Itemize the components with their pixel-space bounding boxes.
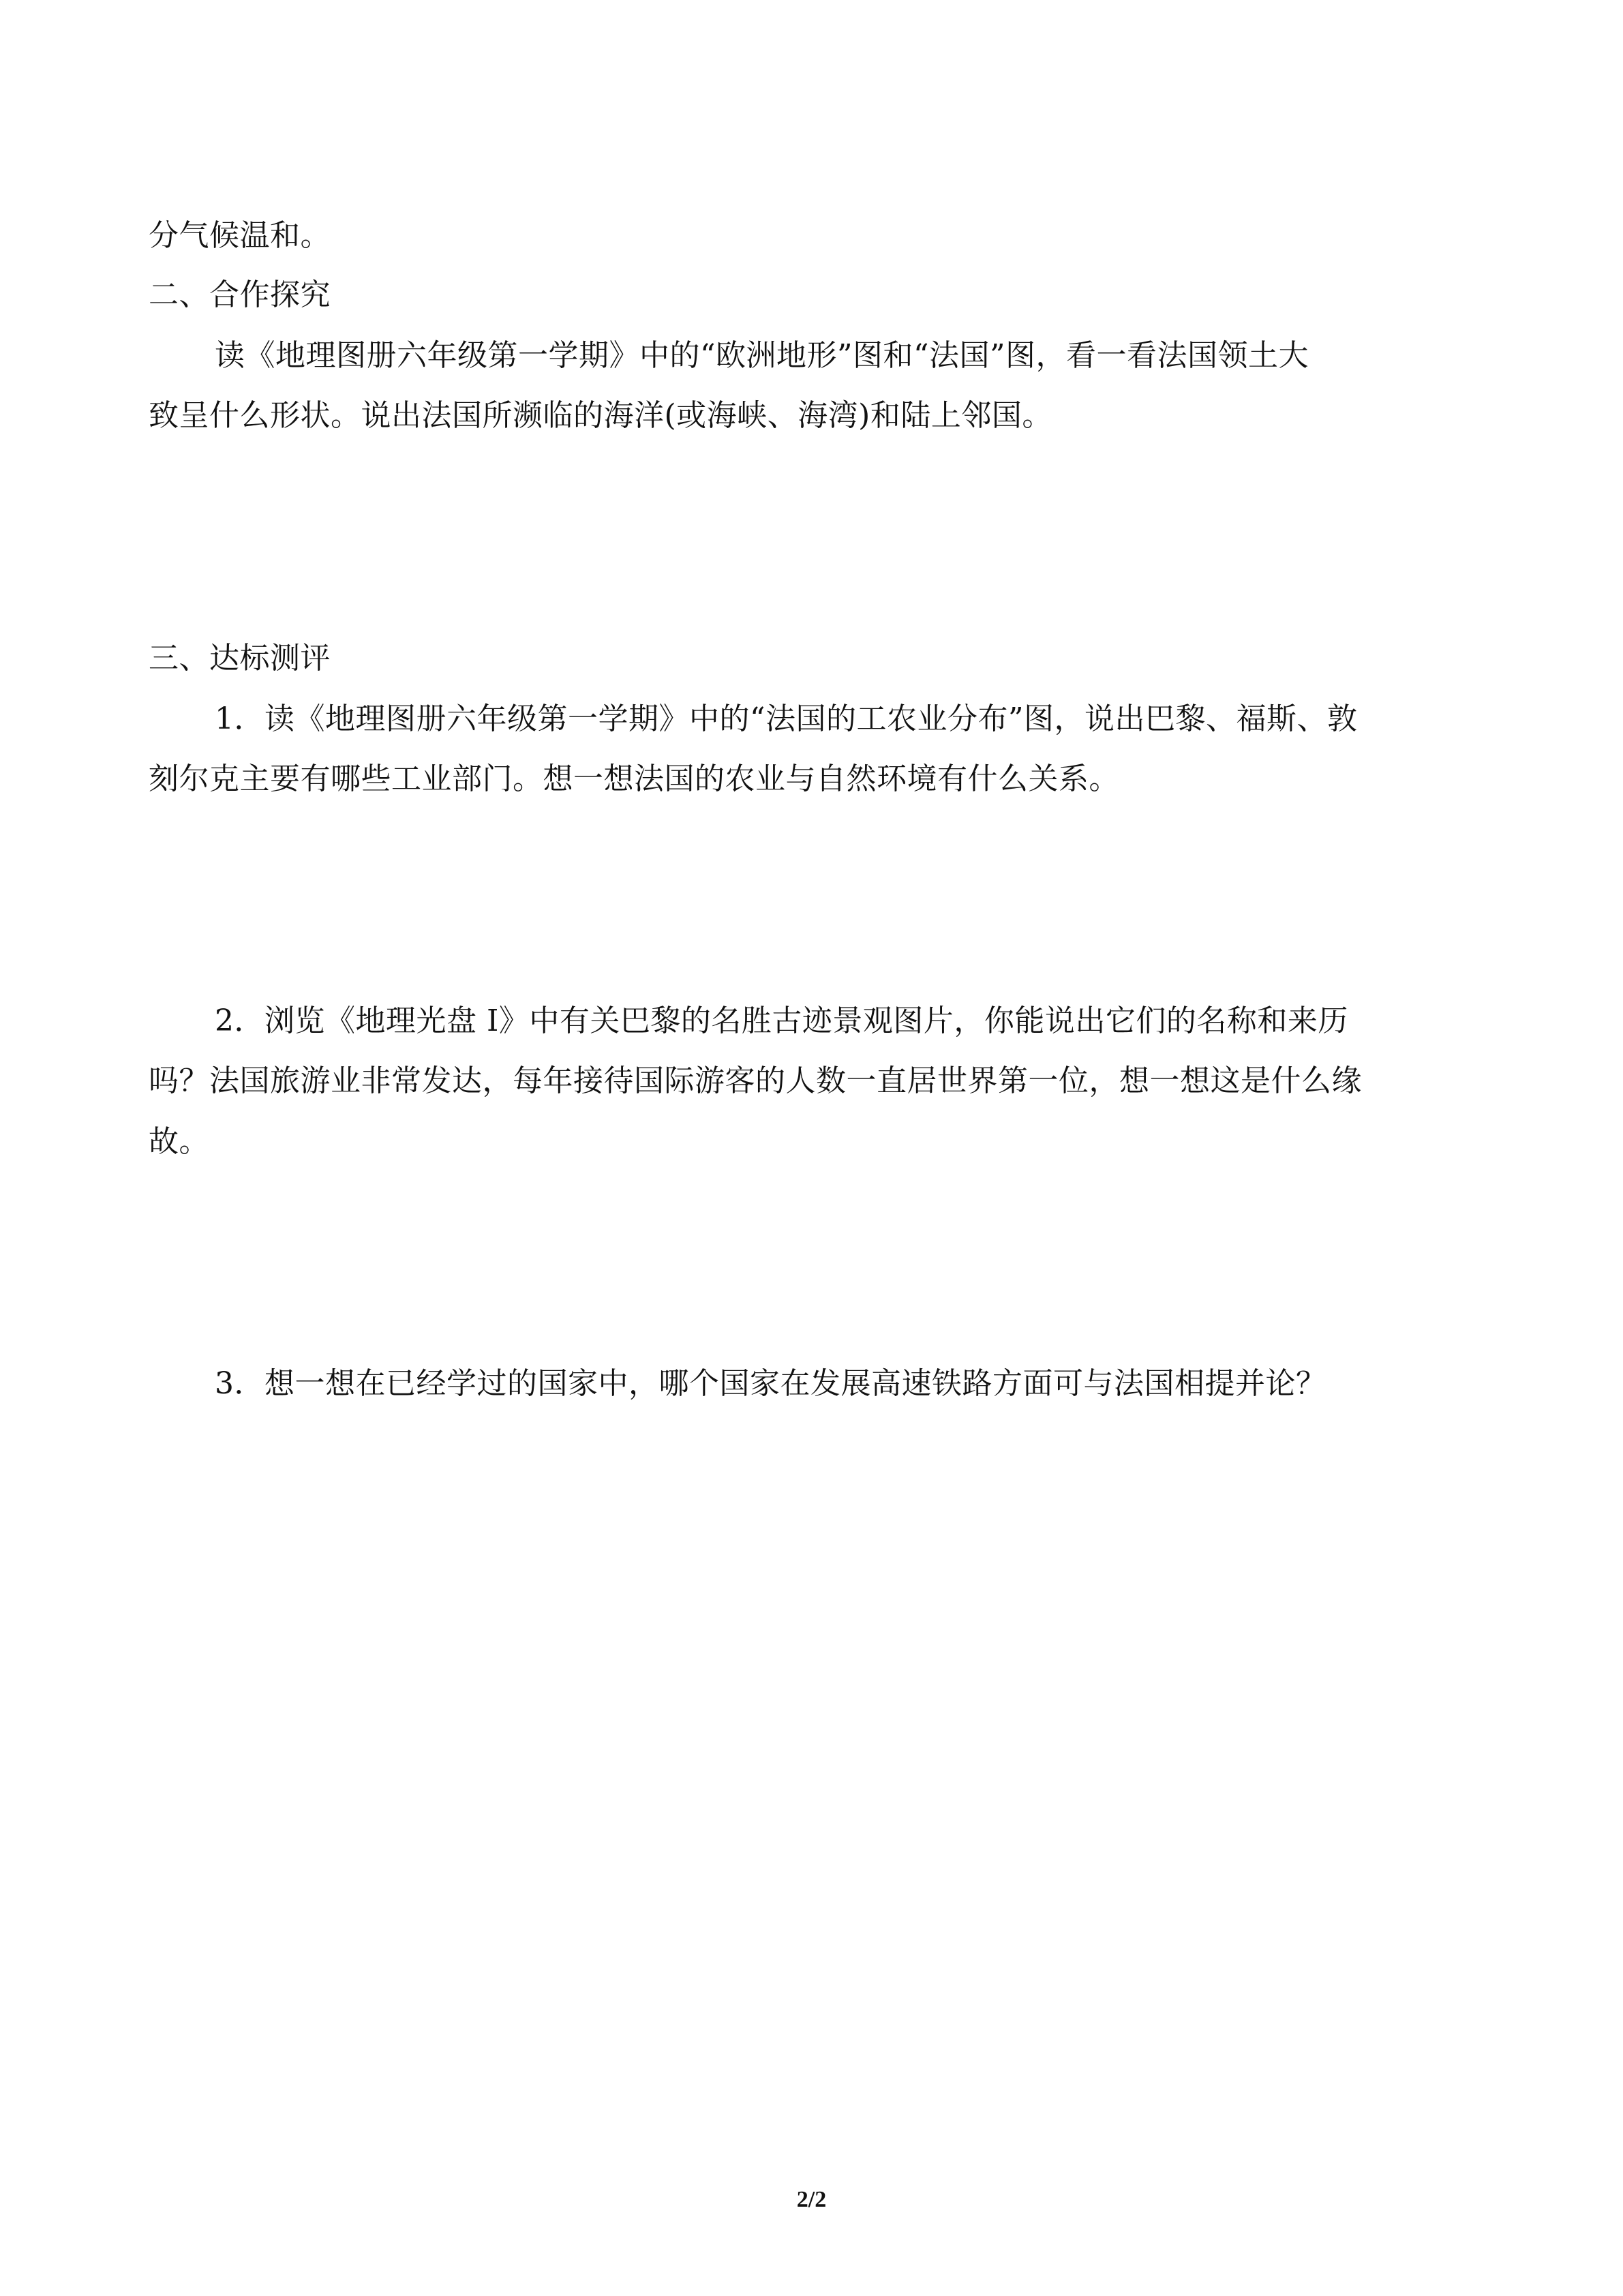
question-1-line-2: 刻尔克主要有哪些工业部门。想一想法国的农业与自然环境有什么关系。 [149, 761, 1119, 796]
page-number: 2/2 [796, 2187, 827, 2212]
section2-paragraph-line-1: 读《地理图册六年级第一学期》中的“欧洲地形”图和“法国”图，看一看法国领土大 [215, 338, 1309, 373]
question-2-line-3: 故。 [149, 1124, 209, 1159]
question-2-line-2: 吗？法国旅游业非常发达，每年接待国际游客的人数一直居世界第一位，想一想这是什么缘 [149, 1063, 1362, 1098]
continuation-text: 分气候温和。 [149, 218, 331, 253]
question-2-line-1: 2．浏览《地理光盘 I》中有关巴黎的名胜古迹景观图片，你能说出它们的名称和来历 [215, 1003, 1348, 1038]
question-1-line-1: 1．读《地理图册六年级第一学期》中的“法国的工农业分布”图，说出巴黎、福斯、敦 [215, 701, 1358, 736]
question-3-line-1: 3．想一想在已经学过的国家中，哪个国家在发展高速铁路方面可与法国相提并论？ [215, 1366, 1326, 1401]
section-heading-cooperative-inquiry: 二、合作探究 [149, 277, 331, 312]
section-heading-assessment: 三、达标测评 [149, 641, 331, 676]
section2-paragraph-line-2: 致呈什么形状。说出法国所濒临的海洋(或海峡、海湾)和陆上邻国。 [149, 398, 1052, 433]
